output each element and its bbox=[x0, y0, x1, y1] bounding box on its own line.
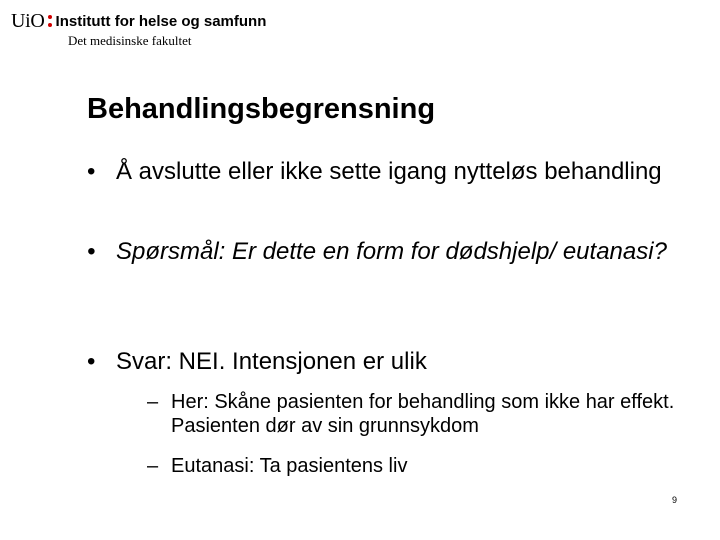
sub-bullet-marker: – bbox=[147, 455, 159, 477]
bullet-marker: • bbox=[87, 348, 96, 375]
bullet-text: Å avslutte eller ikke sette igang nytteløs behandling bbox=[116, 158, 662, 185]
sub-bullet-text: Her: Skåne pasienten for behandling som ikke har effekt. Pasienten dør av sin grunnsykdom bbox=[171, 391, 675, 437]
sub-bullet-marker: – bbox=[147, 391, 159, 413]
logo-colon-icon bbox=[48, 15, 52, 27]
logo-dot-top bbox=[48, 15, 52, 19]
bullet-text: Svar: NEI. Intensjonen er ulik bbox=[116, 348, 427, 375]
bullet-item bbox=[87, 348, 427, 376]
header-top-row bbox=[11, 10, 266, 32]
slide-title: Behandlingsbegrensning bbox=[87, 93, 436, 125]
bullet-marker: • bbox=[87, 158, 96, 185]
uio-logo: UiO bbox=[11, 9, 45, 32]
institution-header bbox=[11, 10, 266, 49]
bullet-item bbox=[87, 238, 667, 266]
sub-bullet-item bbox=[147, 454, 720, 478]
institute-name: Institutt for helse og samfunn bbox=[55, 12, 267, 30]
faculty-name: Det medisinske fakultet bbox=[68, 33, 192, 48]
bullet-text: Spørsmål: Er dette en form for dødshjelp/ eutanasi? bbox=[116, 238, 667, 265]
page-number: 9 bbox=[672, 495, 678, 505]
sub-bullet-text: Eutanasi: Ta pasientens liv bbox=[171, 455, 408, 477]
sub-bullet-item bbox=[147, 390, 720, 438]
logo-dot-bottom bbox=[48, 23, 52, 27]
bullet-marker: • bbox=[87, 238, 96, 265]
bullet-item bbox=[87, 158, 662, 186]
